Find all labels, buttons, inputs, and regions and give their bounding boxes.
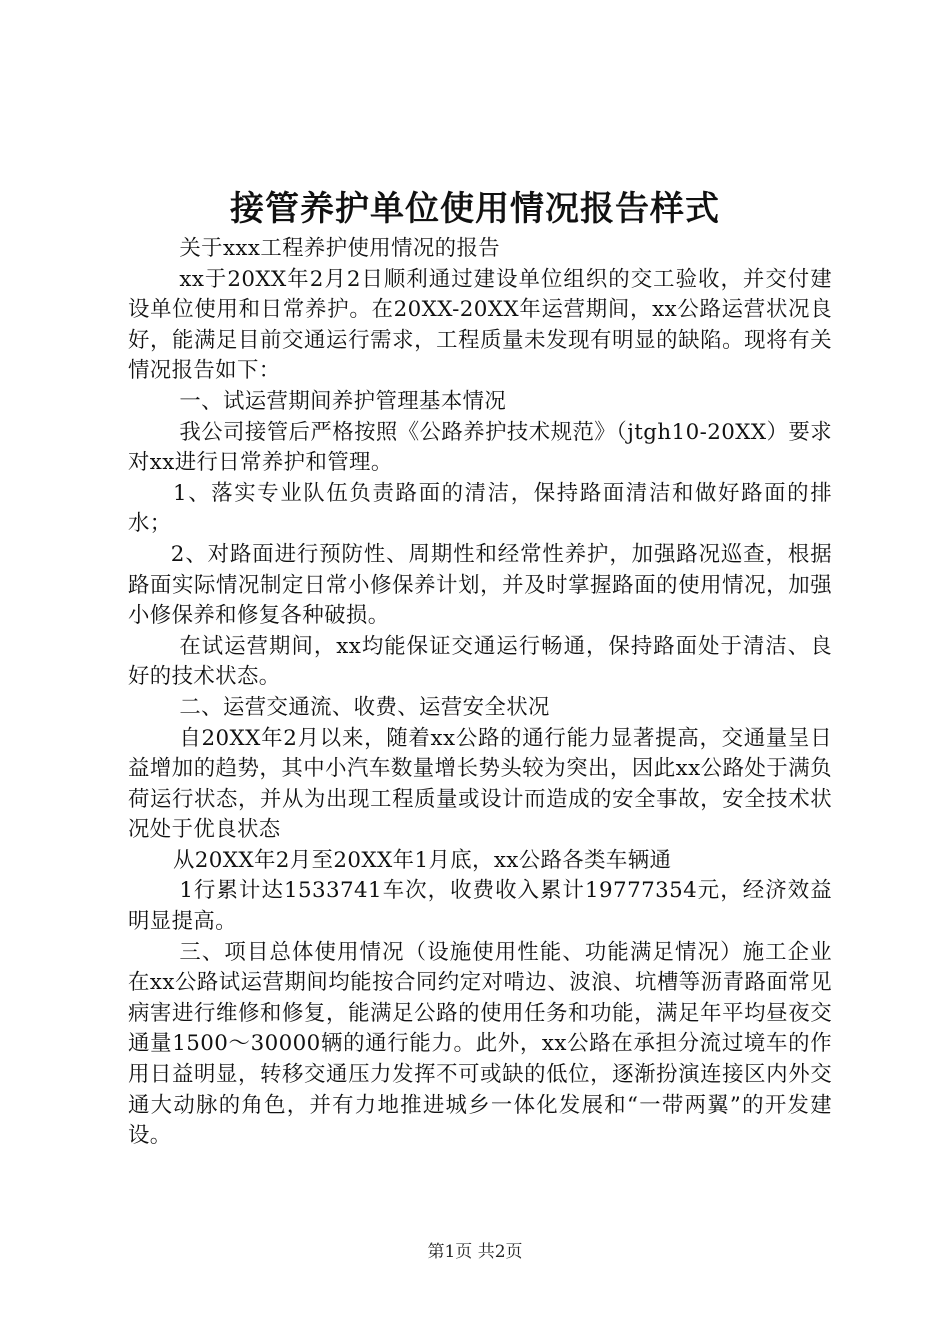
paragraph-toll-revenue: 1行累计达1533741车次，收费收入累计19777354元，经济效益明显提高。 [128, 878, 832, 935]
list-item-2: 2、对路面进行预防性、周期性和经常性养护，加强路况巡查，根据路面实际情况制定日常小修保养计划，并及时掌握路面的使用情况，加强小修保养和修复各种破损。 [128, 541, 832, 629]
section-heading-1: 一、试运营期间养护管理基本情况 [179, 388, 507, 414]
paragraph-maintenance-standard: 我公司接管后严格按照《公路养护技术规范》（jtgh10-20XX）要求对xx进行日常养护和管理。 [128, 419, 832, 476]
paragraph-intro: xx于20XX年2月2日顺利通过建设单位组织的交工验收，并交付建设单位使用和日常养护。在20XX-20XX年运营期间，xx公路运营状况良好，能满足目前交通运行需求，工程质量未发现有明显的缺陷。现将有关情况报告如下： [128, 266, 832, 384]
paragraph-traffic: 自20XX年2月以来，随着xx公路的通行能力显著提高，交通量呈日益增加的趋势，其中小汽车数量增长势头较为突出，因此xx公路处于满负荷运行状态，并从为出现工程质量或设计而造成的安全事故，安全技术状况处于优良状态 [128, 725, 832, 843]
paragraph-trial-operation: 在试运营期间，xx均能保证交通运行畅通，保持路面处于清洁、良好的技术状态。 [128, 633, 832, 690]
section-heading-2: 二、运营交通流、收费、运营安全状况 [179, 694, 550, 720]
report-subtitle: 关于xxx工程养护使用情况的报告 [179, 236, 501, 261]
page-footer: 第1页 共2页 [427, 1242, 523, 1262]
paragraph-overall-usage: 三、项目总体使用情况（设施使用性能、功能满足情况）施工企业在xx公路试运营期间均能按合同约定对啃边、波浪、坑槽等沥青路面常见病害进行维修和修复，能满足公路的使用任务和功能，满足年平均昼夜交通量1500～30000辆的通行能力。此外，xx公路在承担分流过境车的作用日益明显，转移交通压力发挥不可或缺的低位，逐渐扮演连接区内外交通大动脉的角色，并有力地推进城乡一体化发展和“一带两翼”的开发建设。 [128, 939, 832, 1149]
document-title: 接管养护单位使用情况报告样式 [230, 189, 720, 229]
paragraph-vehicle-period: 从20XX年2月至20XX年1月底，xx公路各类车辆通 [172, 847, 672, 873]
document-body [128, 234, 832, 1152]
list-item-1: 1、落实专业队伍负责路面的清洁，保持路面清洁和做好路面的排水； [128, 480, 832, 537]
